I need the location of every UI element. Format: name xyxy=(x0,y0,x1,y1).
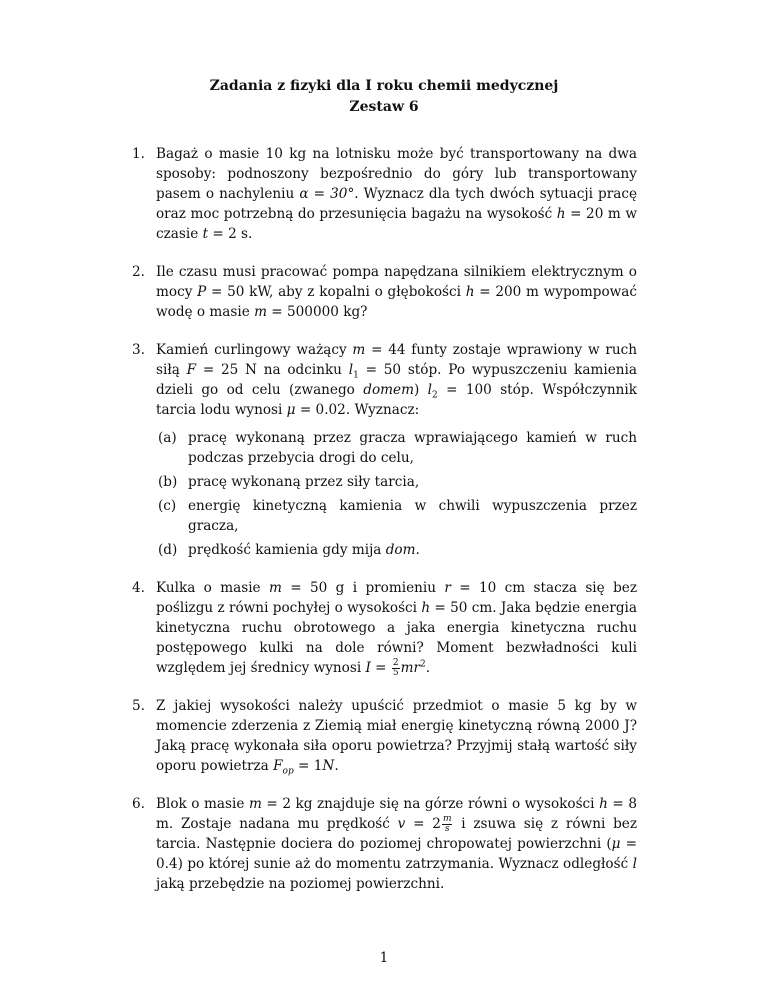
problem-text: = 200 m wypompować wodę o masie xyxy=(156,284,637,320)
math: v xyxy=(397,816,406,832)
problem-list xyxy=(132,144,637,912)
problem-text: = 50 kW, aby z kopalni o głębokości xyxy=(206,284,466,300)
math: F xyxy=(186,362,197,378)
problem-3 xyxy=(132,340,637,560)
subitem-text: energię kinetyczną kamienia w chwili wypuszczenia przez gracza, xyxy=(188,498,637,534)
subitem-text: . xyxy=(415,542,420,558)
fraction-denominator: 5 xyxy=(392,668,399,678)
subitem-label: (a) xyxy=(158,430,177,446)
problem-text: . xyxy=(425,660,431,676)
subitem-label: (d) xyxy=(158,542,178,558)
problem-text: Kamień curlingowy ważący xyxy=(156,342,353,358)
math: h xyxy=(421,600,431,616)
subitem-text: pracę wykonaną przez siły tarcia, xyxy=(188,474,420,490)
problem-text: = xyxy=(370,660,391,676)
problem-text: = 50 g i promieniu xyxy=(281,580,445,596)
fraction xyxy=(442,815,453,834)
fraction-numerator: 2 xyxy=(392,658,399,668)
problem-text: = 50 stóp. Po wypuszczeniu kamienia dzieli go od celu (zwanego xyxy=(156,362,637,398)
problem-text: Bagaż o masie 10 kg na lotnisku może być transportowany na dwa sposoby: podnoszony bezpośrednio do góry lub transportowany pasem o nachyleniu xyxy=(156,146,637,202)
problem-text: Kulka o masie xyxy=(156,580,269,596)
subitem-a xyxy=(156,428,637,468)
problem-number: 5. xyxy=(132,698,145,714)
problem-number: 1. xyxy=(132,146,145,162)
math: μ xyxy=(286,402,296,418)
problem-text: = 8 m. Zostaje nadana mu prędkość xyxy=(156,796,637,832)
problem-text: i zsuwa się z równi bez tarcia. Następnie dociera do poziomej chropowatej powierzchni ( xyxy=(156,816,637,852)
problem-number: 6. xyxy=(132,796,145,812)
page-number: 1 xyxy=(379,950,389,966)
problem-text: = 0.4) po której sunie aż do momentu zatrzymania. Wyznacz odległość xyxy=(156,836,637,872)
subitem-text: pracę wykonaną przez gracza wprawiającego kamień w ruch podczas przebycia drogi do celu, xyxy=(188,430,637,466)
problem-text: = 2 s. xyxy=(208,226,253,242)
subitem-list xyxy=(156,428,637,560)
problem-text: = 2 kg znajduje się na górze równi o wysokości xyxy=(261,796,600,812)
math: P xyxy=(197,284,207,300)
problem-text: jaką przebędzie na poziomej powierzchni. xyxy=(156,876,445,892)
math: t xyxy=(202,226,209,242)
problem-6 xyxy=(132,794,637,894)
subitem-d xyxy=(156,540,637,560)
problem-2 xyxy=(132,262,637,322)
fraction-denominator: s xyxy=(444,824,450,834)
title-line-1: Zadania z fizyki dla I roku chemii medycznej xyxy=(209,78,559,94)
math: h xyxy=(556,206,566,222)
problem-text: = 10 cm stacza się bez poślizgu z równi pochyłej o wysokości xyxy=(156,580,637,616)
subitem-c xyxy=(156,496,637,536)
superscript: 2 xyxy=(420,659,426,670)
problem-number: 4. xyxy=(132,580,145,596)
problem-text: = 0.02. Wyznacz: xyxy=(295,402,420,418)
emphasis: dom xyxy=(385,542,416,558)
problem-1 xyxy=(132,144,637,244)
fraction-numerator: m xyxy=(442,814,452,824)
problem-text: . xyxy=(334,758,339,774)
problem-text: ) xyxy=(413,382,428,398)
problem-text: = 25 N na odcinku xyxy=(196,362,349,378)
math: r xyxy=(444,580,451,596)
math: F xyxy=(273,758,283,774)
math: I xyxy=(365,660,371,676)
problem-text: Blok o masie xyxy=(156,796,249,812)
title-line-2: Zestaw 6 xyxy=(349,99,419,115)
math: μ xyxy=(611,836,621,852)
math: m xyxy=(352,342,366,358)
subitem-b xyxy=(156,472,637,492)
subscript: 1 xyxy=(353,370,359,381)
math: m xyxy=(248,796,262,812)
page-title xyxy=(0,76,768,118)
math: m xyxy=(268,580,282,596)
problem-text: = 50 cm. Jaka będzie energia kinetyczna ruchu obrotowego a jaka energia kinetyczna ruchu postępowego kulki na dole równi? Moment bezwładności kuli względem jej średnicy wynosi xyxy=(156,600,637,676)
subscript: 2 xyxy=(432,390,438,401)
fraction xyxy=(392,659,400,678)
math: l xyxy=(427,382,433,398)
problem-number: 2. xyxy=(132,264,145,280)
math: h xyxy=(465,284,475,300)
problem-text: Ile czasu musi pracować pompa napędzana silnikiem elektrycznym o mocy xyxy=(156,264,637,300)
subitem-text: prędkość kamienia gdy mija xyxy=(188,542,386,558)
math: h xyxy=(599,796,608,812)
math: mr xyxy=(400,660,421,676)
problem-text: Z jakiej wysokości należy upuścić przedmiot o masie 5 kg by w momencie zderzenia z Ziemią miał energię kinetyczną równą 2000 J? Jaką pracę wykonała siła oporu powietrza? Przyjmij stałą wartość siły oporu powietrza xyxy=(156,698,637,774)
problem-text: . Wyznacz dla tych dwóch sytuacji pracę oraz moc potrzebną do przesunięcia bagażu na wysokość xyxy=(156,186,637,222)
emphasis: domem xyxy=(363,382,414,398)
problem-text: = 44 funty zostaje wprawiony w ruch siłą xyxy=(156,342,637,378)
problem-text: = 1 xyxy=(293,758,323,774)
math: l xyxy=(348,362,354,378)
math: m xyxy=(254,304,267,320)
subscript: op xyxy=(282,766,294,777)
math: N xyxy=(322,758,335,774)
problem-5 xyxy=(132,696,637,776)
problem-text: = 20 m w czasie xyxy=(156,206,637,242)
subitem-label: (c) xyxy=(158,498,177,514)
problem-text: = 500000 kg? xyxy=(266,304,368,320)
problem-text: = 2 xyxy=(405,816,441,832)
problem-text: = 100 stóp. Współczynnik tarcia lodu wynosi xyxy=(156,382,638,418)
subitem-label: (b) xyxy=(158,474,178,490)
problem-4 xyxy=(132,578,637,678)
math: l xyxy=(632,856,637,872)
problem-number: 3. xyxy=(132,342,145,358)
math: α = 30° xyxy=(299,186,355,202)
